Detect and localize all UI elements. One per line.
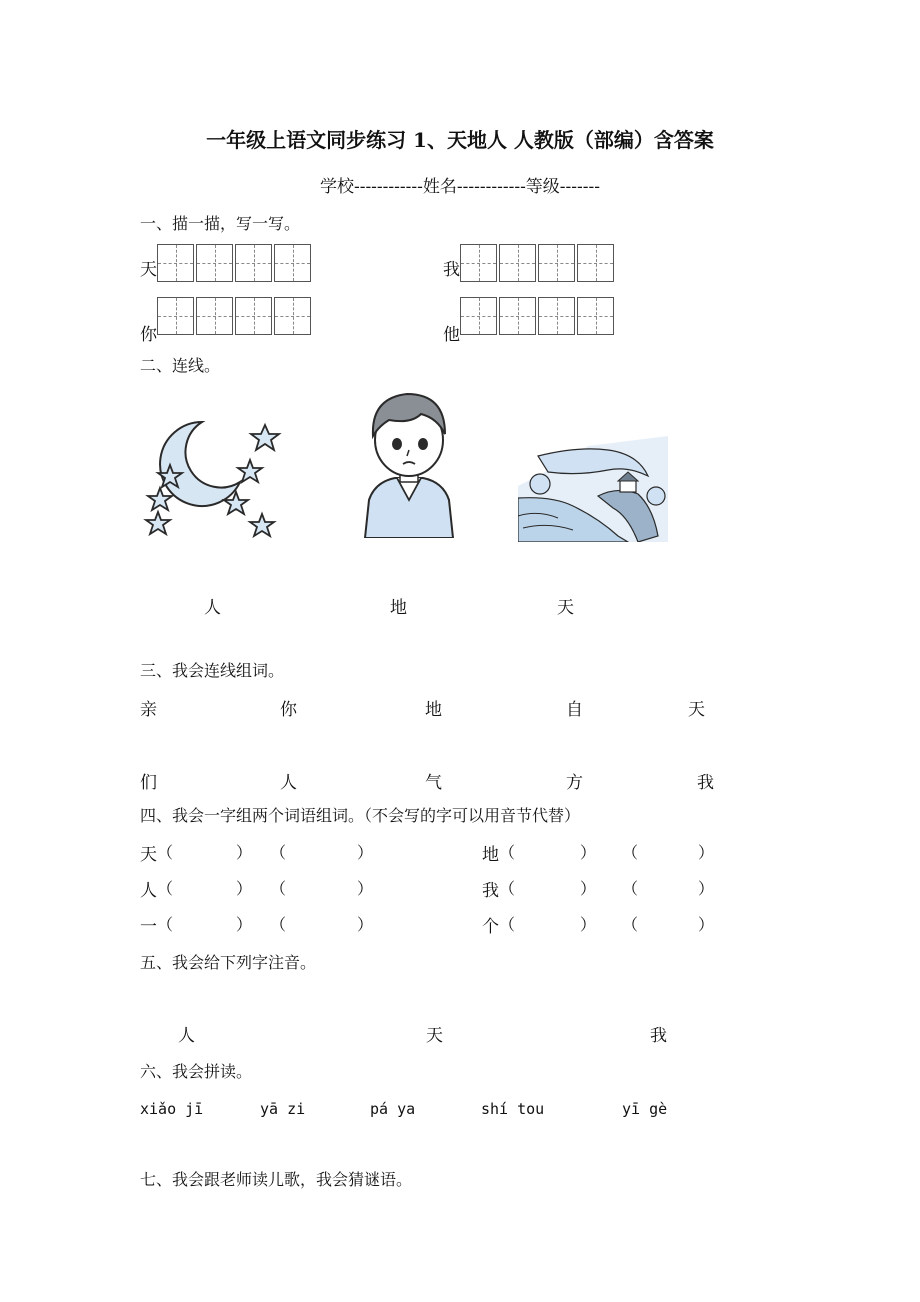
q5-char-ren: 人 (178, 1026, 195, 1046)
q4-heading: 四、我会一字组两个词语组词。（不会写的字可以用音节代替） (140, 806, 581, 825)
q4-row3-right-blank2-open[interactable]: （ (622, 915, 639, 934)
q4-row3-left-blank2-open[interactable]: （ (270, 915, 287, 934)
q1-char-ta: 他 (443, 325, 460, 345)
q4-row1-right-blank2-close: ） (698, 843, 715, 862)
q1-grid-wo[interactable] (460, 244, 616, 282)
q3-bottom-5: 我 (697, 773, 714, 793)
q4-row2-right-blank2-close: ） (698, 879, 715, 898)
q4-row1-right-char: 地 (482, 845, 499, 865)
q4-row2-left-blank1-close: ） (236, 879, 253, 898)
q6-pinyin-2: yā zi (260, 1100, 306, 1118)
q4-row1-left-blank1-close: ） (236, 843, 253, 862)
q6-heading: 六、我会拼读。 (140, 1062, 253, 1081)
q4-row2-left-char: 人 (140, 881, 157, 901)
landscape-picture (518, 436, 668, 542)
q1-char-ni: 你 (140, 325, 157, 345)
q4-row3-left-char: 一 (140, 917, 157, 937)
q4-row2-left-blank2-open[interactable]: （ (270, 879, 287, 898)
q4-row1-left-blank2-open[interactable]: （ (270, 843, 287, 862)
q6-pinyin-5: yī gè (622, 1100, 668, 1118)
q4-row1-left-blank2-close: ） (357, 843, 374, 862)
q5-char-wo: 我 (650, 1026, 667, 1046)
q4-row1-right-blank2-open[interactable]: （ (622, 843, 639, 862)
q1-heading: 一、描一描，写一写。 (140, 214, 301, 233)
q4-row2-right-blank1-close: ） (580, 879, 597, 898)
q3-top-3: 地 (425, 700, 442, 720)
q3-top-4: 自 (566, 700, 583, 720)
q3-top-5: 天 (688, 700, 705, 720)
q4-row1-left-char: 天 (140, 845, 157, 865)
q2-heading: 二、连线。 (140, 356, 221, 375)
q3-bottom-2: 人 (280, 773, 297, 793)
q4-row3-left-blank2-close: ） (357, 915, 374, 934)
q6-pinyin-4: shí tou (481, 1100, 545, 1118)
q4-row2-left-blank2-close: ） (357, 879, 374, 898)
q4-row1-right-blank1-open[interactable]: （ (499, 843, 516, 862)
q1-grid-ni[interactable] (157, 297, 313, 335)
q3-bottom-1: 们 (140, 773, 157, 793)
q4-row3-right-blank1-close: ） (580, 915, 597, 934)
q3-bottom-3: 气 (425, 773, 442, 793)
q4-row1-right-blank1-close: ） (580, 843, 597, 862)
q4-row2-right-blank1-open[interactable]: （ (499, 879, 516, 898)
q3-heading: 三、我会连线组词。 (140, 661, 285, 680)
q4-row3-left-blank1-open[interactable]: （ (157, 915, 174, 934)
student-info-line: 学校------------姓名------------等级------- (319, 177, 601, 197)
q4-row2-right-char: 我 (482, 881, 499, 901)
q1-char-tian: 天 (140, 260, 157, 280)
q1-grid-tian[interactable] (157, 244, 313, 282)
boy-picture (355, 388, 463, 538)
q4-row3-right-blank1-open[interactable]: （ (499, 915, 516, 934)
q1-grid-ta[interactable] (460, 297, 616, 335)
q3-top-1: 亲 (140, 700, 157, 720)
q5-heading: 五、我会给下列字注音。 (140, 953, 317, 972)
q2-word-di: 地 (390, 598, 407, 618)
q3-top-2: 你 (280, 700, 297, 720)
q4-row3-right-char: 个 (482, 917, 499, 937)
q5-char-tian: 天 (426, 1026, 443, 1046)
q3-bottom-4: 方 (566, 773, 583, 793)
q4-row3-right-blank2-close: ） (698, 915, 715, 934)
q7-heading: 七、我会跟老师读儿歌，我会猜谜语。 (140, 1170, 413, 1189)
q1-char-wo: 我 (443, 260, 460, 280)
q2-word-tian: 天 (557, 598, 574, 618)
q4-row1-left-blank1-open[interactable]: （ (157, 843, 174, 862)
q4-row2-left-blank1-open[interactable]: （ (157, 879, 174, 898)
page-title: 一年级上语文同步练习 1、天地人 人教版（部编）含答案 (206, 128, 714, 152)
moon-stars-picture (140, 410, 285, 542)
q4-row3-left-blank1-close: ） (236, 915, 253, 934)
q6-pinyin-3: pá ya (370, 1100, 416, 1118)
q2-word-ren: 人 (204, 598, 221, 618)
q6-pinyin-1: xiǎo jī (140, 1100, 204, 1118)
q4-row2-right-blank2-open[interactable]: （ (622, 879, 639, 898)
